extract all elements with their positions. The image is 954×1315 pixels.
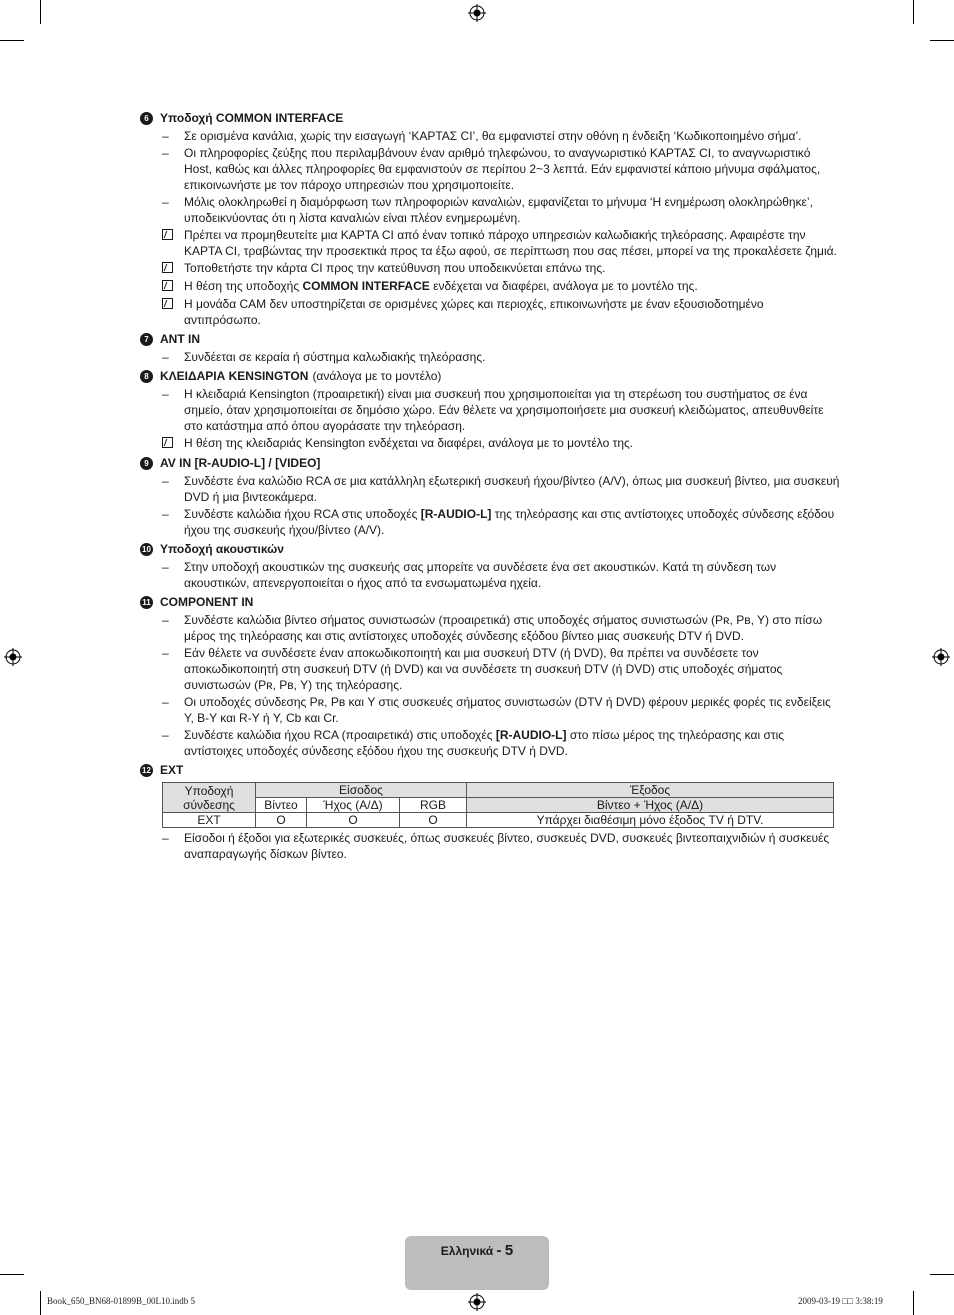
ext-connection-table	[162, 782, 834, 828]
item-text: Συνδέστε ένα καλώδιο RCA σε μια κατάλληλη εξωτερική συσκευή ήχου/βίντεο (A/V), όπως μια συσκευή βίντεο, μια συσκευή DVD ή μια βιντεοκάμερα.	[184, 474, 840, 504]
section-number-badge: 11	[140, 596, 153, 609]
dash-marker: –	[162, 646, 169, 660]
item-text: Στην υποδοχή ακουστικών της συσκευής σας μπορείτε να συνδέσετε ένα σετ ακουστικών. Κατά τη σύνδεση των ακουστικών, απενεργοποιείται ο ήχος από τα ενσωματωμένα ηχεία.	[184, 560, 777, 590]
note-item	[140, 278, 840, 295]
bullet-item	[140, 506, 840, 538]
print-info-right: 2009-03-19 □□ 3:38:19	[798, 1296, 883, 1306]
dash-marker: –	[162, 129, 169, 143]
footer-separator: -	[496, 1242, 502, 1259]
item-text: Σε ορισμένα κανάλια, χωρίς την εισαγωγή ‘ΚΑΡΤΑΣ CI’, θα εμφανιστεί στην οθόνη η ένδειξη ‘Κωδικοποιημένο σήμα’.	[184, 129, 802, 143]
crop-mark	[0, 40, 24, 41]
bullet-item	[140, 349, 840, 365]
note-icon	[162, 435, 184, 452]
table-row	[163, 813, 834, 828]
crop-mark	[40, 1291, 41, 1315]
section-title: ANT IN	[160, 332, 200, 346]
note-item	[140, 227, 840, 259]
section-title-note: (ανάλογα με το μοντέλο)	[312, 369, 442, 383]
section-heading	[140, 110, 840, 126]
item-text: Εάν θέλετε να συνδέσετε έναν αποκωδικοποιητή και μια συσκευή DTV (ή DVD), θα πρέπει να συνδέσετε τον αποκωδικοποιητή στη συσκευή DTV (ή DVD) και να συνδέσετε τη συσκευή DTV (ή DVD) στις υποδοχές σήματος συνιστωσών (Pʀ, Pʙ, Y) της τηλεόρασης.	[184, 646, 783, 692]
table-header-input: Είσοδος	[256, 783, 467, 798]
item-text: Μόλις ολοκληρωθεί η διαμόρφωση των πληροφοριών καναλιών, εμφανίζεται το μήνυμα ‘Η ενημέρωση ολοκληρώθηκε’, υποδεικνύοντας ότι η λίστα καναλιών είναι πλέον ενημερωμένη.	[184, 195, 813, 225]
bullet-item	[140, 128, 840, 144]
section-title: COMPONENT IN	[160, 595, 254, 609]
section	[140, 110, 840, 328]
print-info-left: Book_650_BN68-01899B_00L10.indb 5	[47, 1296, 196, 1306]
bullet-item	[140, 612, 840, 644]
section	[140, 368, 840, 452]
note-icon	[162, 278, 184, 295]
section-heading	[140, 455, 840, 471]
table-cell: O	[400, 813, 467, 828]
table-cell: O	[307, 813, 400, 828]
note-item	[140, 435, 840, 452]
crop-mark	[913, 0, 914, 24]
bullet-item	[140, 830, 840, 862]
registration-mark-icon	[468, 4, 486, 22]
item-text: Η θέση της κλειδαριάς Kensington ενδέχεται να διαφέρει, ανάλογα με το μοντέλο της.	[184, 436, 634, 450]
bullet-item	[140, 145, 840, 193]
note-item	[140, 260, 840, 277]
item-text: Οι υποδοχές σύνδεσης Pʀ, Pʙ και Y στις συσκευές σήματος συνιστωσών (DTV ή DVD) φέρουν μερικές φορές τις ενδείξεις Y, B-Y και R-Y ή Y, Cb και Cr.	[184, 695, 831, 725]
item-text: Είσοδοι ή έξοδοι για εξωτερικές συσκευές, όπως συσκευές βίντεο, συσκευές DVD, συσκευές βιντεοπαιχνιδιών ή συσκευές αναπαραγωγής δίσκων βίντεο.	[184, 831, 830, 861]
section-heading	[140, 368, 840, 384]
section	[140, 331, 840, 365]
item-text: Συνδέστε καλώδια ήχου RCA (προαιρετικά) στις υποδοχές [R-AUDIO-L] στο πίσω μέρος της τηλεόρασης και στις αντίστοιχες υποδοχές σύνδεσης εξόδου ήχου της συσκευής DTV ή DVD.	[184, 728, 785, 758]
section-heading	[140, 762, 840, 778]
note-item	[140, 296, 840, 328]
dash-marker: –	[162, 474, 169, 488]
section-number-badge: 7	[140, 333, 153, 346]
bullet-item	[140, 473, 840, 505]
header-line: σύνδεσης	[183, 797, 235, 812]
table-header-rgb: RGB	[400, 798, 467, 813]
bullet-item	[140, 645, 840, 693]
dash-marker: –	[162, 507, 169, 521]
item-text: Συνδέστε καλώδια ήχου RCA στις υποδοχές [R-AUDIO-L] της τηλεόρασης και στις αντίστοιχες υποδοχές σύνδεσης εξόδου ήχου της συσκευής ήχου/βίντεο (A/V).	[184, 507, 835, 537]
section-number-badge: 8	[140, 370, 153, 383]
dash-marker: –	[162, 560, 169, 574]
manual-content	[140, 110, 840, 865]
section-number-badge: 10	[140, 543, 153, 556]
note-icon	[162, 280, 173, 291]
table-header-connector	[163, 783, 256, 813]
section	[140, 594, 840, 759]
dash-marker: –	[162, 613, 169, 627]
dash-marker: –	[162, 728, 169, 742]
section-title: EXT	[160, 763, 184, 777]
page-number: 5	[504, 1242, 514, 1259]
item-text: Η θέση της υποδοχής COMMON INTERFACE ενδέχεται να διαφέρει, ανάλογα με το μοντέλο της.	[184, 279, 698, 293]
section-title: AV IN [R-AUDIO-L] / [VIDEO]	[160, 456, 321, 470]
item-text: Οι πληροφορίες ζεύξης που περιλαμβάνουν έναν αριθμό τηλεφώνου, το αναγνωριστικό ΚΑΡΤΑΣ CI, το αναγνωριστικό Host, καθώς και άλλες πληροφορίες θα εμφανιστούν σε περίπου 2~3 λεπτά. Εάν εμφανιστεί κάποιο μήνυμα σφάλματος, επικοινωνήστε με τον πάροχο υπηρεσιών που χρησιμοποιείτε.	[184, 146, 821, 192]
section-number-badge: 9	[140, 457, 153, 470]
section-number-badge: 12	[140, 764, 153, 777]
crop-mark	[913, 1291, 914, 1315]
section-title: Υποδοχή ακουστικών	[160, 542, 284, 556]
section-heading	[140, 594, 840, 610]
dash-marker: –	[162, 350, 169, 364]
footer-language: Ελληνικά	[440, 1244, 494, 1258]
dash-marker: –	[162, 695, 169, 709]
dash-marker: –	[162, 146, 169, 160]
note-icon	[162, 298, 173, 309]
registration-mark-icon	[4, 648, 22, 666]
table-cell: O	[256, 813, 307, 828]
note-icon	[162, 262, 173, 273]
note-icon	[162, 296, 184, 328]
table-cell: Υπάρχει διαθέσιμη μόνο έξοδος TV ή DTV.	[467, 813, 834, 828]
note-icon	[162, 260, 184, 277]
section	[140, 455, 840, 538]
item-text: Συνδέεται σε κεραία ή σύστημα καλωδιακής τηλεόρασης.	[184, 350, 486, 364]
bullet-item	[140, 727, 840, 759]
crop-mark	[40, 0, 41, 24]
item-text: Πρέπει να προμηθευτείτε μια ΚΑΡΤΑ CI από έναν τοπικό πάροχο υπηρεσιών καλωδιακής τηλεόρασης. Αφαιρέστε την ΚΑΡΤΑ CI, τραβώντας την προσεκτικά προς τα έξω αφού, σε περίπτωση που σας πέσει, μπορεί να της προκαλέσετε ζημιά.	[184, 228, 837, 258]
item-text: Η κλειδαριά Kensington (προαιρετική) είναι μια συσκευή που χρησιμοποιείται για τη στερέωση του συστήματος σε ένα σημείο, όταν χρησιμοποιείται σε δημόσιο χώρο. Εάν θέλετε να χρησιμοποιήσετε μια συσκευή κλειδώματος, απευθυνθείτε στο κατάστημα από όπου αγοράσατε την τηλεόραση.	[184, 387, 824, 433]
bullet-item	[140, 559, 840, 591]
item-text: Τοποθετήστε την κάρτα CI προς την κατεύθυνση που υποδεικνύεται επάνω της.	[184, 261, 606, 275]
page-footer-tab	[405, 1236, 549, 1290]
crop-mark	[930, 1274, 954, 1275]
section-heading	[140, 331, 840, 347]
registration-mark-icon	[932, 648, 950, 666]
note-icon	[162, 229, 173, 240]
table-cell: EXT	[163, 813, 256, 828]
bullet-item	[140, 386, 840, 434]
header-line: Υποδοχή	[184, 783, 234, 798]
section-number-badge: 6	[140, 112, 153, 125]
section	[140, 541, 840, 591]
bullet-item	[140, 694, 840, 726]
section-heading	[140, 541, 840, 557]
note-icon	[162, 437, 173, 448]
table-header-video: Βίντεο	[256, 798, 307, 813]
table-header-output-sub: Βίντεο + Ήχος (Α/Δ)	[467, 798, 834, 813]
section-title: ΚΛΕΙΔΑΡΙΑ KENSINGTON	[160, 369, 309, 383]
section	[140, 762, 840, 862]
note-icon	[162, 227, 184, 259]
table-header-output: Έξοδος	[467, 783, 834, 798]
crop-mark	[0, 1274, 24, 1275]
dash-marker: –	[162, 387, 169, 401]
bullet-item	[140, 194, 840, 226]
dash-marker: –	[162, 195, 169, 209]
table-header-audio: Ήχος (Α/Δ)	[307, 798, 400, 813]
dash-marker: –	[162, 831, 169, 845]
section-title: Υποδοχή COMMON INTERFACE	[160, 111, 344, 125]
crop-mark	[930, 40, 954, 41]
item-text: Συνδέστε καλώδια βίντεο σήματος συνιστωσών (προαιρετικά) στις υποδοχές σήματος συνιστωσών (Pʀ, Pʙ, Y) στο πίσω μέρος της τηλεόρασης και στις αντίστοιχες υποδοχές σύνδεσης εξόδου βίντεο μιας συσκευής DTV ή DVD.	[184, 613, 823, 643]
item-text: Η μονάδα CAM δεν υποστηρίζεται σε ορισμένες χώρες και περιοχές, επικοινωνήστε με έναν εξουσιοδοτημένο αντιπρόσωπο.	[184, 297, 764, 327]
registration-mark-icon	[468, 1293, 486, 1311]
